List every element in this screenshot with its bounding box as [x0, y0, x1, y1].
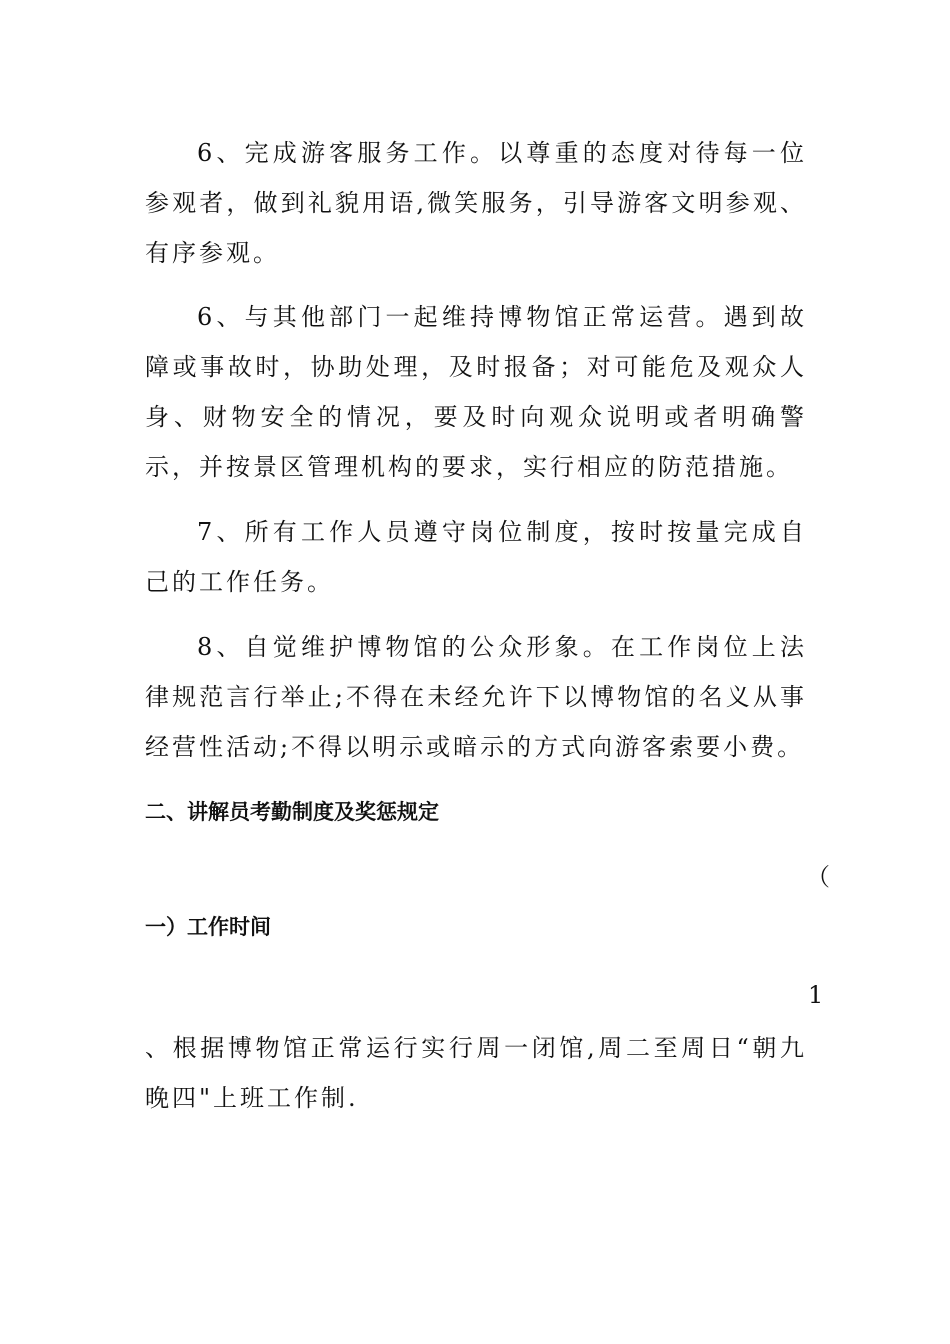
subsection-open-paren: （ [806, 863, 830, 891]
paragraph-public-image: 8、自觉维护博物馆的公众形象。在工作岗位上法律规范言行举止;不得在未经允许下以博物馆的名义从事经营性活动;不得以明示或暗示的方式向游客索要小费。 [145, 633, 807, 761]
paragraph-working-hours: 、根据博物馆正常运行实行周一闭馆,周二至周日“朝九晚四"上班工作制. [145, 1034, 807, 1112]
section-heading: 二、讲解员考勤制度及奖惩规定 [145, 800, 439, 824]
subsection-heading: 一）工作时间 [145, 915, 271, 939]
paragraph-museum-operation: 6、与其他部门一起维持博物馆正常运营。遇到故障或事故时，协助处理，及时报备；对可能危及观众人身、财物安全的情况，要及时向观众说明或者明确警示，并按景区管理机构的要求，实行相应的防范措施。 [145, 303, 807, 481]
paragraph-visitor-service: 6、完成游客服务工作。以尊重的态度对待每一位参观者，做到礼貌用语,微笑服务，引导游客文明参观、有序参观。 [145, 139, 807, 267]
item-number: 1 [808, 981, 824, 1009]
paragraph-post-rules: 7、所有工作人员遵守岗位制度，按时按量完成自己的工作任务。 [145, 518, 807, 596]
